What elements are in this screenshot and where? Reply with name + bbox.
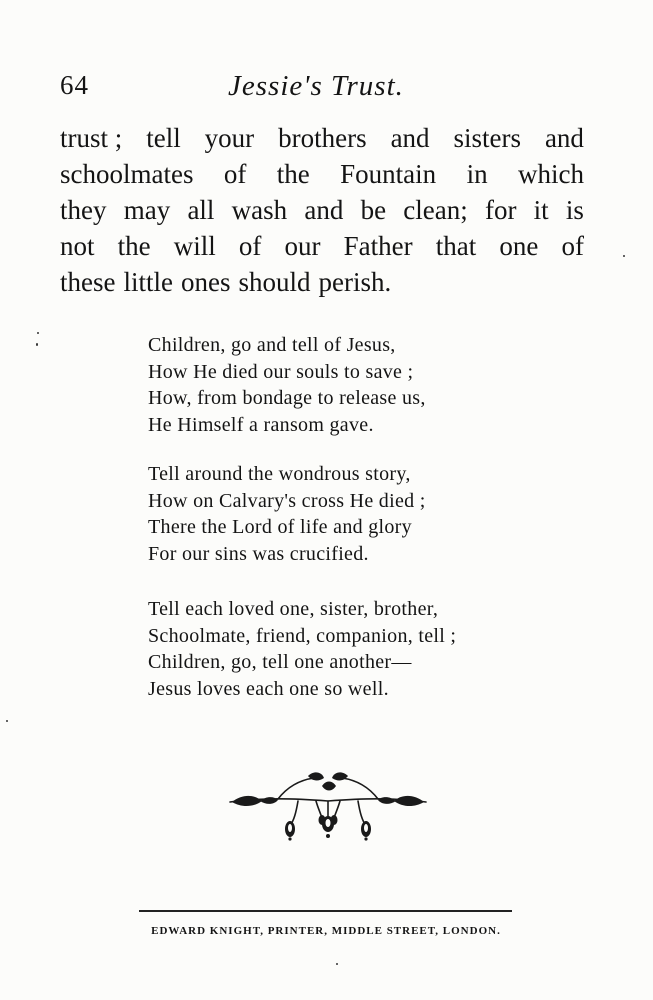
- verse-line: Tell around the wondrous story,: [148, 463, 411, 485]
- prose-line: they may all wash and be clean; for it is: [60, 195, 584, 225]
- poem-stanza: [148, 332, 528, 438]
- verse-line: Children, go, tell one another—: [148, 651, 412, 673]
- poem-stanza: [148, 461, 528, 567]
- verse-line: For our sins was crucified.: [148, 542, 369, 565]
- running-head: [60, 70, 420, 110]
- prose-line: schoolmates of the Fountain in which: [60, 159, 584, 189]
- prose-line: not the will of our Father that one of: [60, 231, 584, 261]
- verse-line: Children, go and tell of Jesus,: [148, 334, 396, 356]
- running-title: Jessie's Trust.: [228, 70, 404, 102]
- print-speck: [6, 720, 8, 722]
- verse-line: There the Lord of life and glory: [148, 516, 412, 538]
- verse-line: Tell each loved one, sister, brother,: [148, 598, 439, 620]
- print-speck: [36, 343, 38, 346]
- verse-line: How on Calvary's cross He died ;: [148, 489, 426, 512]
- footer-rule: [139, 910, 512, 912]
- verse-line: How, from bondage to release us,: [148, 387, 426, 409]
- prose-line: trust ; tell your brothers and sisters and: [60, 123, 584, 153]
- verse-line: How He died our souls to save ;: [148, 360, 414, 383]
- print-speck: [336, 963, 338, 965]
- printer-imprint: EDWARD KNIGHT, PRINTER, MIDDLE STREET, LONDON.: [151, 925, 501, 937]
- prose-paragraph: [60, 120, 584, 300]
- print-speck: [37, 332, 39, 334]
- verse-line: Jesus loves each one so well.: [148, 677, 389, 700]
- floral-sprig-icon: [228, 768, 428, 843]
- poem-stanza: [148, 596, 528, 702]
- page-number: 64: [60, 70, 89, 100]
- verse-line: He Himself a ransom gave.: [148, 413, 374, 436]
- print-speck: [623, 255, 625, 257]
- verse-line: Schoolmate, friend, companion, tell ;: [148, 624, 457, 647]
- prose-line: these little ones should perish.: [60, 267, 392, 297]
